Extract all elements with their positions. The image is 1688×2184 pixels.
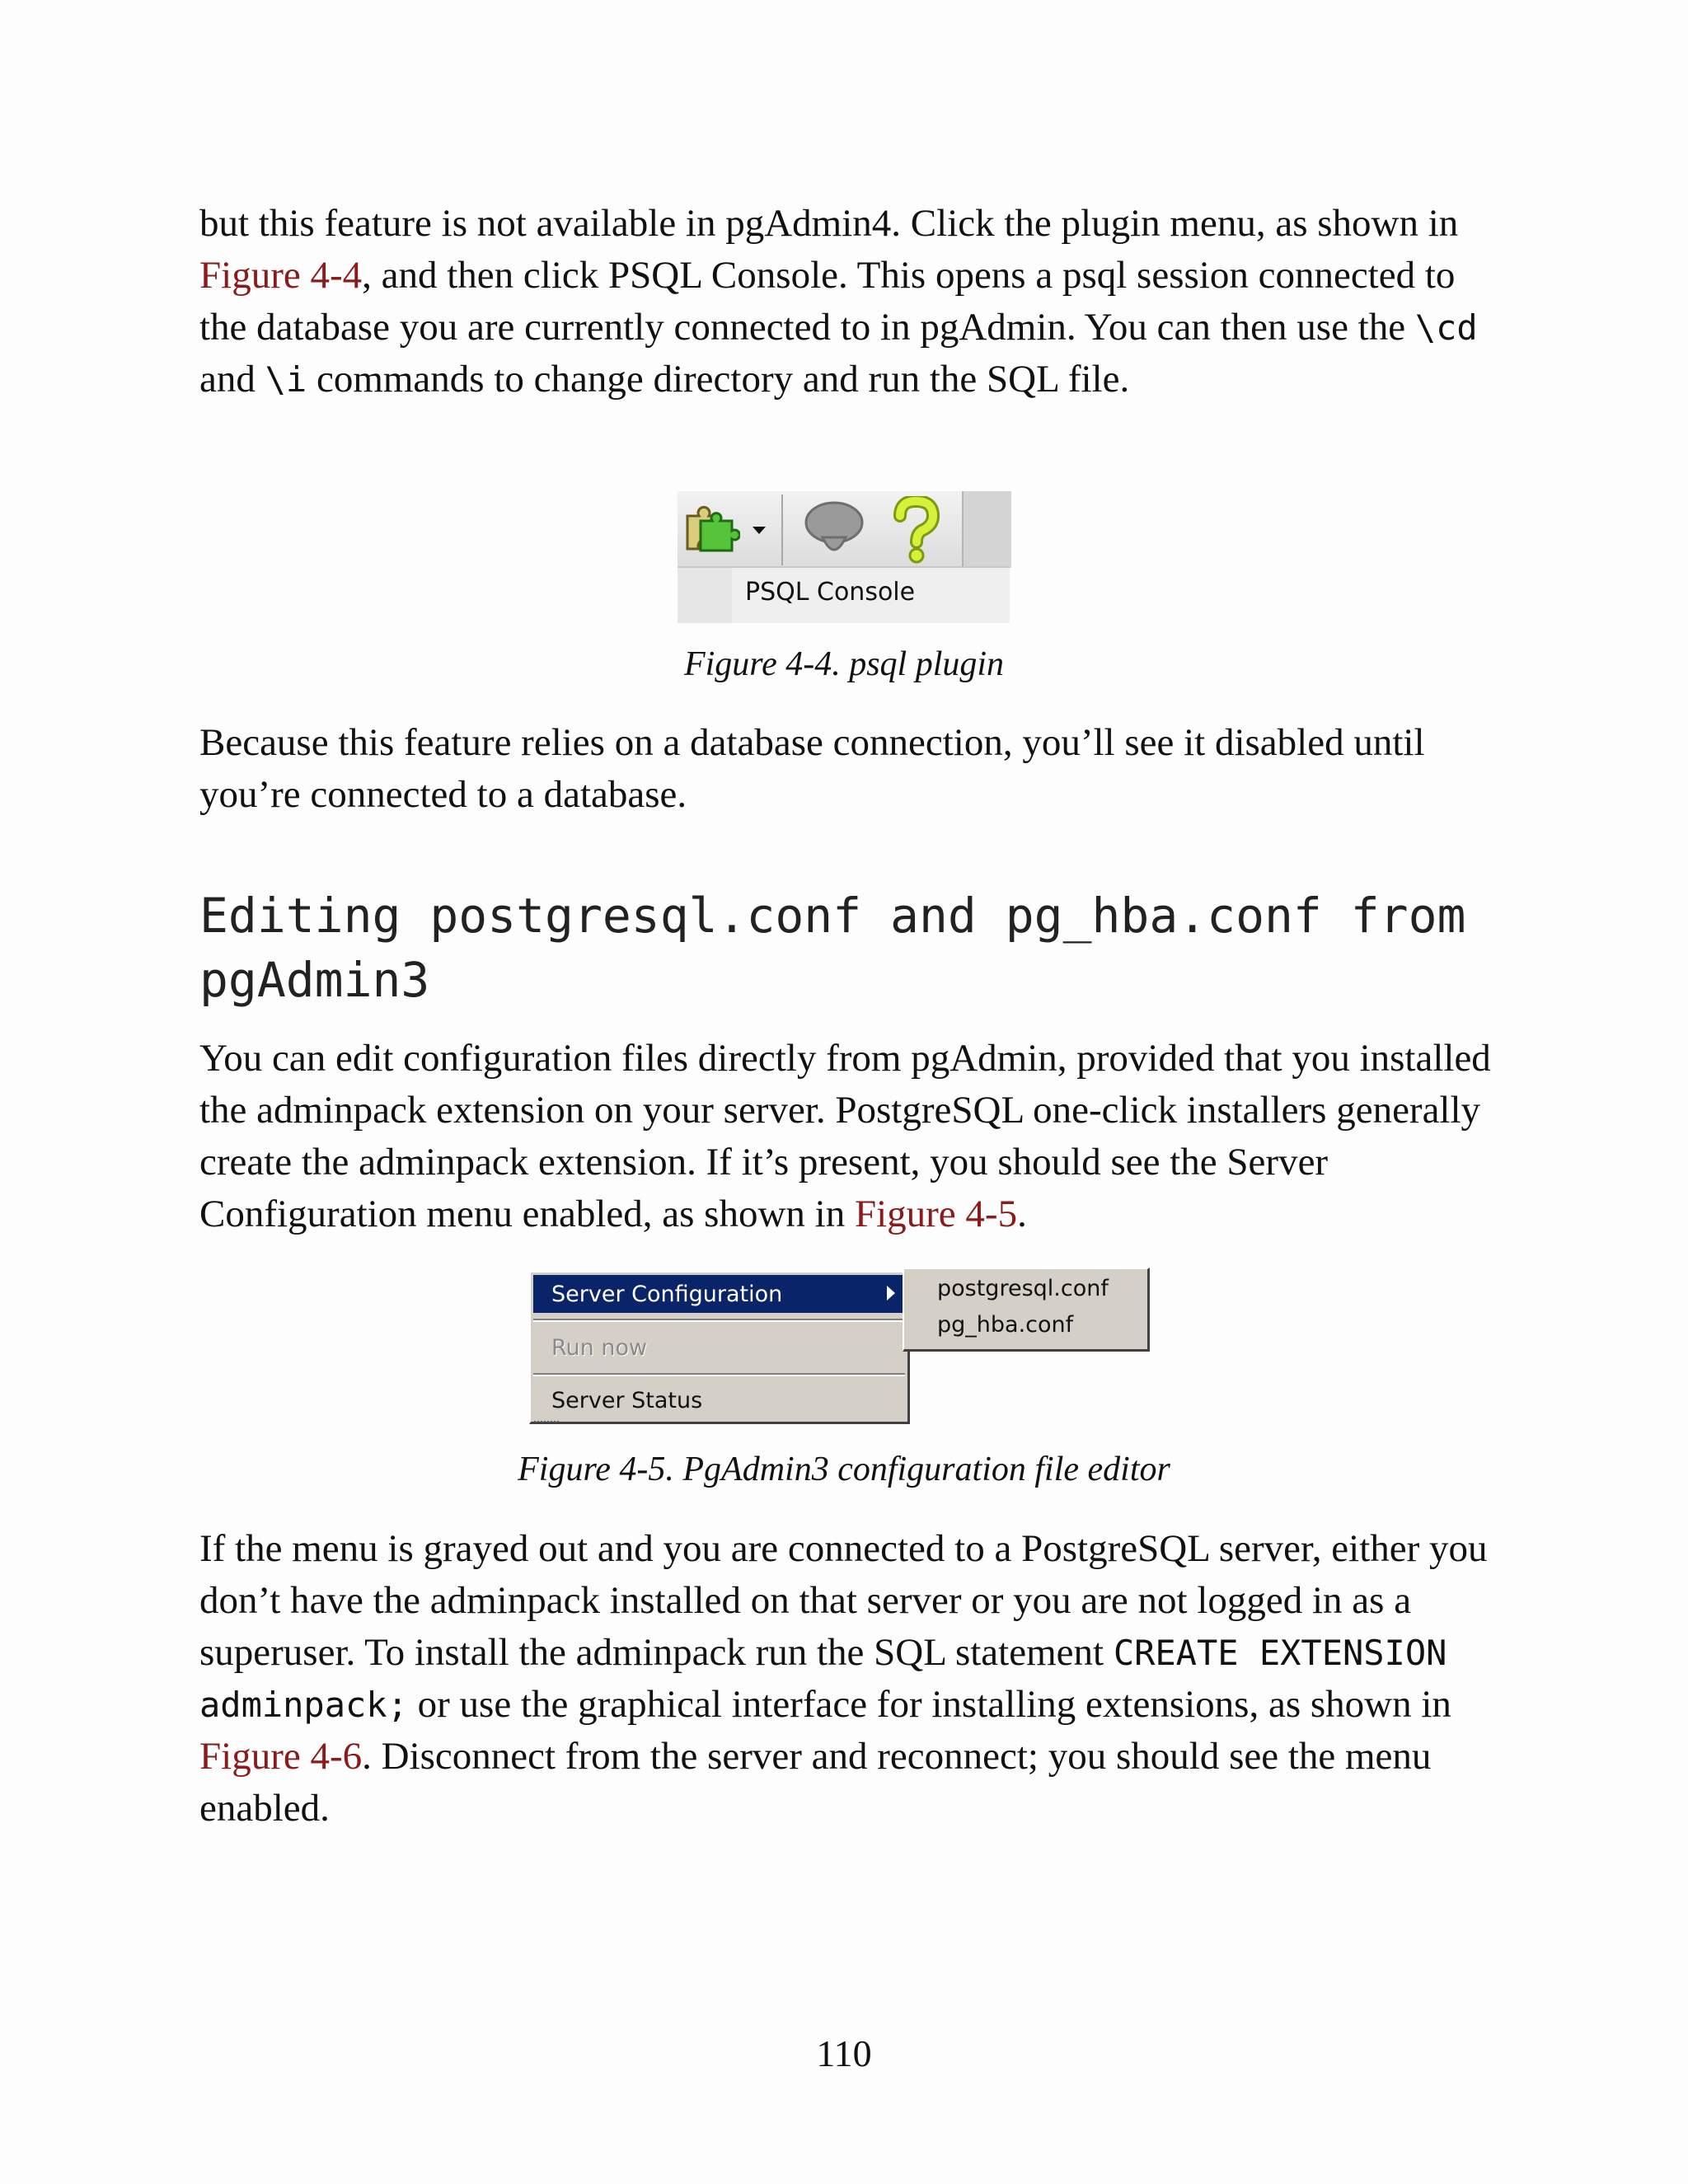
- dropdown-arrow-icon[interactable]: [750, 524, 768, 536]
- pg-hba-conf-menu-item[interactable]: pg_hba.conf: [937, 1312, 1074, 1338]
- server-configuration-menu-item[interactable]: Server Configuration: [533, 1275, 905, 1313]
- paragraph-1: but this feature is not available in pgAdmin4. Click the plugin menu, as shown in Figure 4-4, and then click PSQL Console. This opens a psql session connected to the database you are currently connected to in pgAdmin. You can then use the \cd and \i commands to change directory and run the SQL file.: [199, 202, 1478, 401]
- figure-4-6-link[interactable]: Figure 4-6: [199, 1735, 363, 1778]
- context-menu: [529, 1271, 910, 1424]
- figure-4-4-link[interactable]: Figure 4-4: [199, 254, 363, 297]
- figure-4-5-link[interactable]: Figure 4-5: [854, 1193, 1018, 1235]
- help-question-icon[interactable]: [889, 496, 943, 564]
- toolbar-separator: [781, 494, 783, 565]
- figure-4-5-config-editor: [528, 1268, 1150, 1430]
- create-extension-code: CREATE EXTENSION adminpack;: [199, 1633, 1447, 1725]
- plugin-menu: [678, 568, 1010, 623]
- psql-console-menu-item[interactable]: PSQL Console: [745, 578, 916, 607]
- paragraph-4: If the menu is grayed out and you are connected to a PostgreSQL server, either you don’t have the adminpack installed on that server or you are not logged in as a superuser. To install the adminpack run the SQL statement CREATE EXTENSION adminpack; or use the graphical interface for installing extensions, as shown in Figure 4-6. Disconnect from the server and reconnect; you should see the menu enabled.: [199, 1527, 1488, 1830]
- server-status-menu-item[interactable]: Server Status: [551, 1388, 703, 1413]
- postgresql-conf-menu-item[interactable]: postgresql.conf: [937, 1276, 1109, 1301]
- page-number: 110: [816, 2032, 872, 2074]
- paragraph-2: Because this feature relies on a database connection, you’ll see it disabled until you’re connected to a database.: [199, 721, 1425, 816]
- paragraph-3: You can edit configuration files directly from pgAdmin, provided that you installed the adminpack extension on your server. PostgreSQL one-click installers generally create the adminpack extension. If it’s present, you should see the Server Configuration menu enabled, as shown in Figure 4-5.: [199, 1037, 1491, 1235]
- figure-4-5-caption: Figure 4-5. PgAdmin3 configuration file editor: [518, 1451, 1170, 1488]
- menu-separator: [533, 1319, 905, 1322]
- menu-separator: [533, 1373, 905, 1376]
- hint-bulb-icon[interactable]: [801, 499, 867, 562]
- figure-4-4-caption: Figure 4-4. psql plugin: [683, 645, 1005, 683]
- cd-command-code: \cd: [1414, 307, 1478, 348]
- toolbar-overflow-area: [962, 491, 1011, 568]
- plugin-puzzle-icon[interactable]: [682, 501, 740, 559]
- figure-4-4-psql-plugin: [678, 491, 1010, 623]
- section-heading: Editing postgresql.conf and pg_hba.conf from pgAdmin3: [199, 888, 1466, 1008]
- toolbar: [678, 491, 1010, 568]
- i-command-code: \i: [265, 359, 307, 400]
- server-configuration-submenu: [903, 1268, 1150, 1352]
- submenu-arrow-icon: [887, 1286, 895, 1301]
- run-now-menu-item[interactable]: Run now: [551, 1335, 648, 1361]
